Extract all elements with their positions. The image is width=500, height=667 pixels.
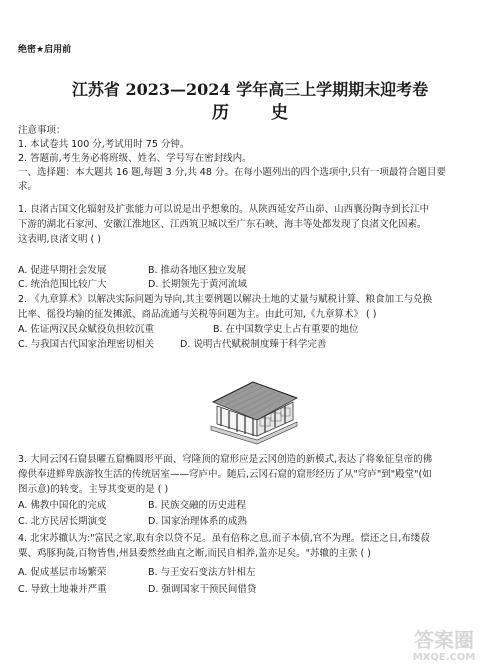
exam-title: 江苏省 2023—2024 学年高三上学期期末迎考卷 (71, 80, 429, 99)
question-4-line: 4. 北宋苏辙认为:"富民之家,取有余以贷不足。虽有倍称之息,而子本债,官不为理。偿还之日,布缕菽 (18, 533, 430, 544)
option-d[interactable]: D. 说明古代赋税制度臻于科学完善 (180, 339, 327, 350)
option-c[interactable]: C. 导致土地兼并严重 (18, 584, 107, 595)
question-1-line: 1. 良渚古国文化辐射及扩张能力可以说是出乎想象的。从陕西延安芦山峁、山西襄汾陶寺到长江中 (18, 204, 430, 215)
watermark-logo (394, 625, 494, 663)
question-2-line: 2. 《九章算术》以解决实际问题为导向,其主要例题以解决土地的丈量与赋税计算、粮食加工与兑换 (18, 294, 433, 305)
watermark-url: MXQE.COM (412, 652, 476, 663)
option-a[interactable]: A. 促成基层市场繁荣 (18, 567, 107, 578)
option-d[interactable]: D. 强调国家干预民间借贷 (148, 584, 257, 595)
secret-label: 绝密★启用前 (18, 45, 72, 55)
option-c[interactable]: C. 北方民居长期演变 (18, 516, 107, 527)
question-3-line: 图示意)的转变。主导其变更的是 ( ) (18, 484, 169, 495)
option-a[interactable]: A. 佛教中国化的完成 (18, 500, 107, 511)
option-b[interactable]: B. 民族交融的历史进程 (148, 500, 247, 511)
option-a[interactable]: A. 促进早期社会发展 (18, 265, 107, 276)
option-c[interactable]: C. 统治范围比较广大 (18, 279, 107, 290)
question-3-line: 像供奉进鲜卑族游牧生活的传统居室——穹庐中。随后,云冈石窟的窟形经历了从"穹庐"到"殿堂"(如 (18, 469, 432, 480)
section-instruction: 一、选择题：本大题共 16 题,每题 3 分,共 48 分。在每小题列出的四个选项中,只有一项最符合题目要 (18, 167, 446, 178)
option-b[interactable]: B. 与王安石变法方针相左 (148, 567, 256, 578)
question-3-line: 3. 大同云冈石窟县曜五窟椭圆形平面、穹隆顶的窟形应是云冈创造的新模式,表达了将象征皇帝的佛 (18, 454, 433, 465)
option-d[interactable]: D. 国家治理体系的成熟 (148, 516, 247, 527)
question-4-line: 粟、鸡豚狗彘,百物皆售,州县委然丝曲直之断,而民自相养,盖亦足矣。"苏辙的主张 ( ) (18, 548, 371, 559)
notice-item: 2. 答题前,考生务必将班级、姓名、学号写在密封线内。 (18, 153, 252, 164)
option-b[interactable]: B. 推动各地区独立发展 (148, 265, 247, 276)
watermark-text: 答案圈 (414, 628, 474, 652)
subject-title: 历 史 (212, 103, 306, 123)
temple-hall-icon (205, 376, 305, 446)
question-1-line: 这表明,良渚文明 ( ) (18, 234, 101, 245)
question-2-line: 比率、徭役均输的征发摊派、商品流通与关税等问题为主。由此可知,《九章算术》 ( ) (18, 309, 377, 320)
section-instruction: 求。 (18, 181, 38, 192)
option-c[interactable]: C. 与我国古代国家治理密切相关 (18, 339, 155, 350)
notice-heading: 注意事项： (18, 125, 66, 136)
option-d[interactable]: D. 长期领先于黄河流域 (148, 279, 247, 290)
question-1-line: 下游的湖北石家河、安徽江淮地区、江西筑卫城以至广东石峡、海丰等处都发现了良渚文化因素。 (18, 219, 427, 230)
option-a[interactable]: A. 佐证两汉民众赋役负担较沉重 (18, 324, 154, 335)
option-b[interactable]: B. 在中国数学史上占有重要的地位 (213, 324, 359, 335)
notice-item: 1. 本试卷共 100 分,考试用时 75 分钟。 (18, 139, 190, 150)
